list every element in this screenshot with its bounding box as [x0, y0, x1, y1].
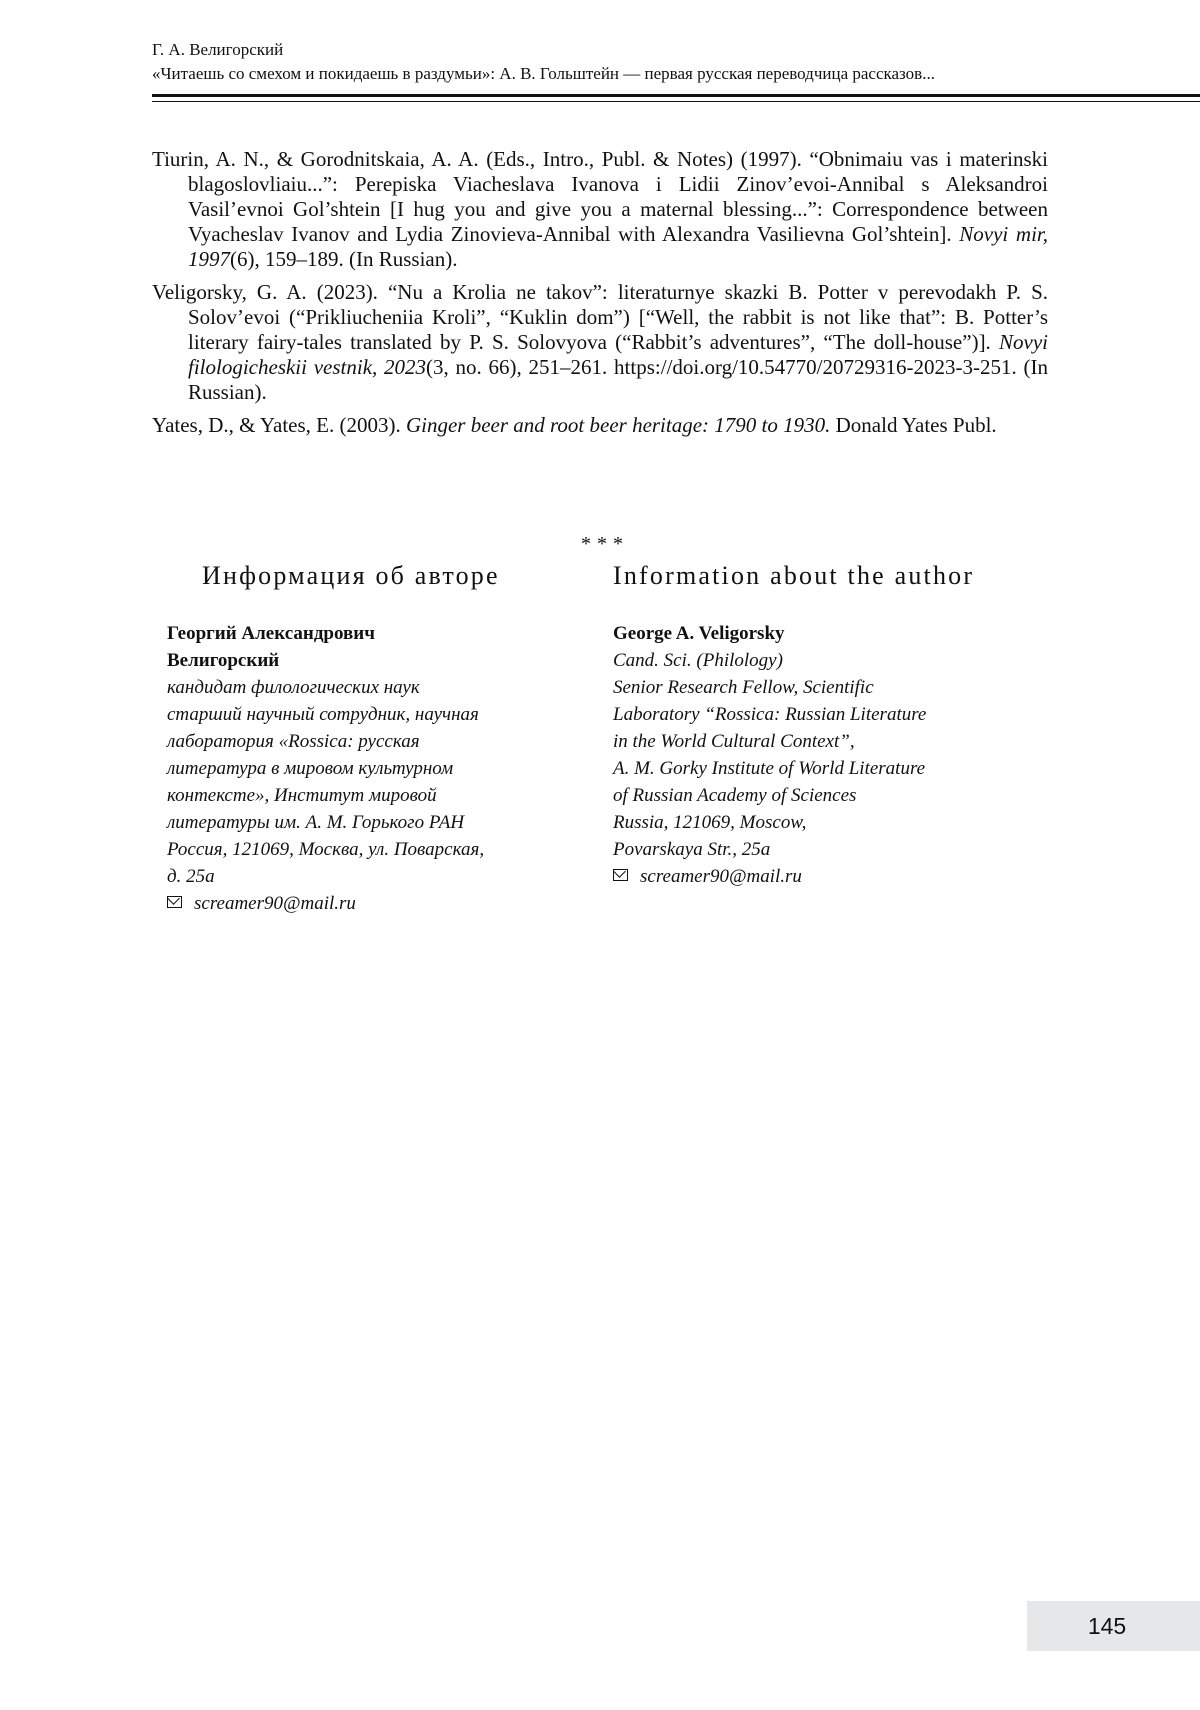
page-number-box — [1027, 1601, 1200, 1651]
author-info-line: Povarskaya Str., 25a — [613, 839, 771, 860]
author-info-line: Laboratory “Rossica: Russian Literature — [613, 704, 927, 725]
author-info-line: Russia, 121069, Moscow, — [613, 812, 807, 833]
author-name-ru: Георгий Александрович — [167, 623, 375, 644]
reference-list — [152, 147, 1048, 446]
reference-source: Ginger beer and root beer heritage: 1790 to 1930. — [405, 413, 831, 437]
author-email-link-ru[interactable]: screamer90@mail.ru — [194, 893, 356, 914]
author-info-heading-en: Information about the author — [613, 561, 975, 590]
author-info-line: Senior Research Fellow, Scientific — [613, 677, 874, 698]
header-rule-thick — [152, 94, 1200, 97]
author-email-en — [613, 863, 1053, 890]
page-number: 145 — [1087, 1613, 1127, 1639]
author-info-line: лаборатория «Rossica: русская — [167, 731, 420, 752]
author-surname-ru: Велигорский — [167, 650, 280, 671]
author-info-ru — [167, 560, 599, 917]
author-info-line: Cand. Sci. (Philology) — [613, 650, 783, 671]
author-info-line: кандидат филологических наук — [167, 677, 420, 698]
reference-source: Novyi filologicheskii vestnik, 2023 — [188, 330, 1048, 379]
envelope-icon — [613, 869, 628, 881]
header-author: Г. А. Велигорский — [152, 40, 284, 59]
author-info-line: литературы им. А. М. Горького РАН — [167, 812, 465, 833]
author-info-heading-ru: Информация об авторе — [202, 561, 500, 590]
reference-text: (3, no. 66), 251–261. https://doi.org/10.54770/20729316-2023-3-251. (In Russian). — [188, 355, 1048, 404]
author-info-line: контексте», Институт мировой — [167, 785, 437, 806]
section-separator: *** — [581, 533, 629, 555]
reference-text: Donald Yates Publ. — [830, 413, 997, 437]
reference-item — [152, 147, 1048, 272]
reference-text: (6), 159–189. (In Russian). — [230, 247, 458, 271]
author-info-line: in the World Cultural Context”, — [613, 731, 855, 752]
reference-item — [152, 413, 1048, 438]
running-header — [152, 38, 1192, 86]
reference-source: Novyi mir, 1997 — [188, 222, 1049, 271]
author-info-line: of Russian Academy of Sciences — [613, 785, 857, 806]
author-name-en: George A. Veligorsky — [613, 623, 785, 644]
author-info-line: литература в мировом культурном — [167, 758, 454, 779]
author-email-link-en[interactable]: screamer90@mail.ru — [640, 866, 802, 887]
author-info-line: Россия, 121069, Москва, ул. Поварская, — [167, 839, 485, 860]
envelope-icon — [167, 896, 182, 908]
reference-item — [152, 280, 1048, 405]
author-info-line: д. 25а — [167, 866, 215, 887]
reference-text: Veligorsky, G. A. (2023). “Nu a Krolia ne takov”: literaturnye skazki B. Potter v perevodakh P. S. Solov’evoi (“Prikliucheniia Kroli”, “Kuklin dom”) [“Well, the rabbit is not like that”: B. Potter’s literary fairy-tales translated by P. S. Solovyova (“Rabbit’s adventures”, “The doll-house”)]. — [152, 280, 1048, 354]
header-article-title: «Читаешь со смехом и покидаешь в раздумьи»: А. В. Гольштейн — первая русская переводчица рассказов... — [152, 64, 935, 83]
author-email-ru — [167, 890, 599, 917]
reference-text: Yates, D., & Yates, E. (2003). — [152, 413, 406, 437]
author-info-line: A. M. Gorky Institute of World Literature — [613, 758, 926, 779]
reference-text: Tiurin, A. N., & Gorodnitskaia, A. A. (Eds., Intro., Publ. & Notes) (1997). “Obnimaiu vas i materinski blagoslovliaiu...”: Perepiska Viacheslava Ivanova i Lidii Zinov’evoi-Annibal s Aleksandroi Vasil’evnoi Gol’shtein [I hug you and give you a maternal blessing...”: Correspondence between Vyacheslav Ivanov and Lydia Zinovieva-Annibal with Alexandra Vasilievna Gol’shtein]. — [152, 147, 1048, 246]
header-rule-thin — [152, 101, 1200, 102]
author-info-line: старший научный сотрудник, научная — [167, 704, 479, 725]
author-info-en — [613, 560, 1053, 890]
